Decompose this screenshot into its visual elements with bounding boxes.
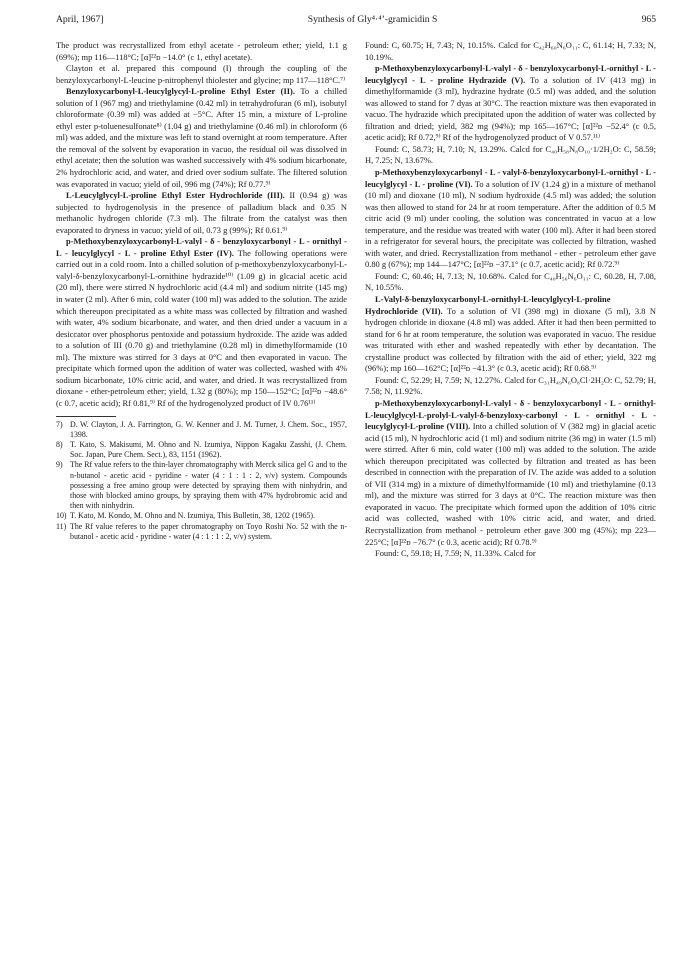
paragraph [56, 40, 347, 63]
left-column [56, 40, 347, 560]
paragraph [365, 294, 656, 375]
footnote-text: The Rf value referes to the paper chromatography on Toyo Roshi No. 52 with the n-butanol - acetic acid - pyridine - water (4 : 1 : 1 : 2, v/v) system. [70, 521, 347, 541]
compound-heading: p-Methoxybenzyloxycarbonyl - L - valyl-δ-benzyloxycarbonyl-L-ornithyl - L - leucylglycyl - L - proline (VI). [365, 167, 656, 189]
paragraph-text: Found: C, 58.73; H, 7.10; N, 13.29%. Calcd for C₄₀H₅₈N₈O₁₀·1/2H₂O: C, 58.59; H, 7.25; N, 13.67%. [365, 143, 656, 166]
compound-heading: L-Leucylglycyl-L-proline Ethyl Ester Hydrochloride (III). [66, 190, 285, 201]
footnote-text: D. W. Clayton, J. A. Farrington, G. W. Kenner and J. M. Turner, J. Chem. Soc., 1957, 1398. [70, 419, 347, 439]
paragraph-text: To a solution of IV (413 mg) in dimethylformamide (3 ml), hydrazine hydrate (0.5 ml) was added, and the solution was allowed to stand for 7 dyas at 30°C. The reaction mixture was then evaporated in vacuo. The hydrazide which precipitated upon the addition of water was collected by filtration and dried; yield, 382 mg (94%); mp 165—167°C; [α]²²ᴅ −52.4° (c 0.5, acetic acid); Rf 0.72,⁹⁾ Rf of the hydrogenolyzed product of V 0.57.¹¹⁾ [365, 74, 656, 143]
footnote [56, 460, 347, 511]
paragraph [365, 398, 656, 548]
paragraph-text: To a solution of IV (1.24 g) in a mixture of methanol (10 ml) and dioxane (10 ml), N sodium hydroxide (4.5 ml) was added; the solution was then allowed to stand for 24 hr at room temperature. After the addition of 0.5 M citric acid (9 ml) under cooling, the solution was concentrated in vacuo at a low temperature, and the residue was treated with water (100 ml). After it had been stored in a refrigerator for several hours, the precipitate was collected by filtration, washed with water, and dried. Recrystallization from methanol - ether - petroleum ether gave 0.80 g (67%); mp 144—147°C; [α]²²ᴅ −37.1° (c 0.7, acetic acid); Rf 0.72.⁹⁾ [365, 178, 656, 270]
footnote [56, 420, 347, 440]
paragraph-text: The following operations were carried out in a cold room. Into a chilled solution of p-methoxybenzyloxycarbonyl-L-valyl-δ-benzyloxycarbonyl-L-ornithine hydrazide¹⁰⁾ (1.09 g) in glcacial acetic acid (20 ml), there were stirred N hydrochloric acid (4.4 ml) and sodium nitrite (145 mg) in water (2 ml). After 6 min, cold water (100 ml) was added to the solution. The azide which thereupon precipitated as a white mass was collected by filtration and washed with water, 4% sodium bicarbonate, and water, and then dried under a vacuum in a desiccator over phosphorus pentoxide and potassium hydroxide. The azide was added to a solution of III (0.70 g) and triethylamine (0.28 ml) in dimethylformamide (10 ml). The mixture was stirred for 3 days at 0°C and then evaporated in vacuo. The precipitate which formed upon the addition of water was collected, washed with 4% sodium bicarbonate, 10% citric acid, and water, and dried. It was recrystallized from dioxane - ether-petroleum ether; yield, 1.32 g (80%); mp 150—152°C; [α]²²ᴅ −48.6° (c 0.7, acetic acid); Rf 0.81,⁹⁾ Rf of the hydrogenolyzed product of IV 0.76¹¹⁾ [56, 247, 347, 408]
paragraph [56, 236, 347, 409]
paragraph [365, 63, 656, 144]
footnote [56, 440, 347, 460]
footnote-number: 10) [56, 511, 67, 521]
paragraph-text: Into a chilled solution of V (382 mg) in glacial acetic acid (15 ml), N hydrochloric acid (1 ml) and sodium nitrite (36 mg) in water (1.5 ml) were stirred. After 6 min, cold water (100 ml) was added to the solution. The azide which thereupon precipitated was collected by filtration and treated as has been described in connection with the preparation of IV. The azide was added to a solution of VII (314 mg) in a mixture of dimethylformamide (10 ml) and triethylamine (0.13 ml), and the mixture was stirred for 3 days at 0°C. The reaction mixture was then evaporated in vacuo. The precipitate which formed upon the addition of 10% citric acid was collected, washed with 10% citric acid, and water, and dried. Recrystallization from methanol - petroleum ether gave 300 mg (45%); mp 223—225°C; [α]²²ᴅ −76.7° (c 0.3, acetic acid); Rf 0.78.⁹⁾ [365, 421, 656, 547]
header-title: Synthesis of Gly⁴·⁴’-gramicidin S [307, 14, 438, 25]
left-paragraphs [56, 40, 347, 410]
paragraph-text: To a solution of VI (398 mg) in dioxane (5 ml), 3.8 N hydrogen chloride in dioxane (4.8 ml) was added. After it had then been permitted to stand for 6 hr at room temperature, the solution was evaporated in vacuo. The residue was triturated with ether and washed repeatedly with ether by decantation. The crystalline product was collected by filtration with the aid of ether; yield, 322 mg (96%); mp 160—162°C; [α]²²ᴅ −41.3° (c 0.3, acetic acid); Rf 0.68.⁹⁾ [365, 305, 657, 374]
right-paragraphs [365, 40, 656, 560]
paragraph-text: II (0.94 g) was subjected to hydrogenolysis in the presence of palladium black and 0.35 N methanolic hydrogen chloride (7.3 ml). The filtrate from the catalyst was then evaporated to dryness in vacuo; yield of oil, 0.73 g (99%); Rf 0.61.⁹⁾ [56, 190, 347, 235]
paragraph-text: To a chilled solution of I (967 mg) and triethylamine (0.42 ml) in tetrahydrofuran (6 ml), isobutyl chloroformate (0.39 ml) was added at −5°C. After 15 min, a mixture of L-proline ethyl ester p-toluenesulfonate⁸⁾ (1.04 g) and triethylamine (0.46 ml) in chloroform (6 ml) was added, and the mixture was left to stand overnight at room temperature. After the removal of the solvent by evaporation in vacuo, the residual oil was dissolved in ethyl acetate; then the solution was washed successively with 4% sodium bicarbonate, 2% hydrochloric acid, and water, and dried over sodium sulfate. The filtered solution was evaporated in vacuo; yield of oil, 996 mg (74%); Rf 0.77.⁹⁾ [56, 86, 348, 189]
paragraph-text: Clayton et al. prepared this compound (I) through the coupling of the benzyloxycarbonyl-L-leucine p-nitrophenyl thiolester and glycine; mp 117—118°C.⁷⁾ [56, 63, 347, 85]
page-number: 965 [641, 14, 656, 25]
footnote-number: 9) [56, 460, 63, 470]
header-date: April, 1967] [56, 14, 104, 25]
compound-heading: L-Valyl-δ-benzyloxycarbonyl-L-ornithyl-L-leucylglycyl-L-proline Hydrochloride (VII). [365, 294, 611, 316]
footnote-number: 11) [56, 521, 67, 531]
footnote-rule [56, 416, 116, 417]
paragraph [365, 271, 656, 294]
paragraph [56, 190, 347, 236]
paragraph [365, 144, 656, 167]
compound-heading: p-Methoxybenzyloxycarbonyl-L-valyl - δ - benzyloxycarbonyl-L-ornithyl - L - leucylglycyl - L - proline Hydrazide (V). [365, 63, 656, 85]
right-column [365, 40, 656, 560]
paragraph [365, 40, 656, 63]
paragraph-text: The product was recrystallized from ethyl acetate - petroleum ether; yield, 1.1 g (69%); mp 116—118°C; [α]²²ᴅ −14.0° (c 1, ethyl acetate). [56, 40, 347, 62]
paragraph-text: Found: C, 52.29; H, 7.59; N, 12.27%. Calcd for C₃₁H₄₉N₆O₈Cl·2H₂O: C, 52.79; H, 7.58; N, 11.92%. [365, 374, 656, 397]
running-header [56, 14, 656, 40]
paragraph [365, 548, 656, 560]
compound-heading: Benzyloxycarbonyl-L-leucylglycyl-L-proline Ethyl Ester (II). [66, 86, 295, 97]
footnote-number: 7) [56, 419, 63, 429]
footnote-number: 8) [56, 439, 63, 449]
paragraph-text: Found: C, 60.75; H, 7.43; N, 10.15%. Calcd for C₄₂H₆₀N₆O₁₁: C, 61.14; H, 7.33; N, 10.19%. [365, 40, 656, 62]
footnote-text: T. Kato, S. Makisumi, M. Ohno and N. Izumiya, Nippon Kagaku Zasshi, (J. Chem. Soc. Japan, Pure Chem. Sect.), 83, 1151 (1962). [70, 439, 347, 460]
paragraph [56, 63, 347, 86]
paragraph-text: Found: C, 59.18; H, 7.59; N, 11.33%. Calcd for [375, 548, 536, 559]
paragraph [365, 375, 656, 398]
compound-heading: p-Methoxybenzyloxycarbonyl-L-valyl - δ - benzyloxycarbonyl - L - ornithyl-L-leucylglycyl-L-prolyl-L-valyl-δ-benzyloxy-carbonyl - L - ornithyl - L - leucylglycyl-L-proline (VIII). [365, 397, 656, 432]
footnotes [56, 420, 347, 542]
compound-heading: p-Methoxybenzyloxycarbonyl-L-valyl - δ - benzyloxycarbonyl - L - ornithyl - L - leucylglycyl - L - proline Ethyl Ester (IV). [56, 236, 347, 258]
footnote [56, 522, 347, 542]
paragraph [365, 167, 656, 271]
footnote-text: The Rf value refers to the thin-layer chromatography with Merck silica gel G and to the n-butanol - acetic acid - pyridine - water (4 : 1 : 1 : 2, v/v) system. Compounds possessing a free amino group were detected by spraying them with ninhydrin, and those with blocked amino groups, by spraying them with 47% hydrobromic acid and then with ninhydrin. [70, 460, 347, 511]
footnote [56, 511, 347, 521]
paragraph [56, 86, 347, 190]
paragraph-text: Found: C, 60.46; H, 7.13; N, 10.68%. Calcd for C₄₀H₅₆N₆O₁₁: C, 60.28, H, 7.08, N, 10.55%. [365, 270, 656, 293]
footnote-text: T. Kato, M. Kondo, M. Ohno and N. Izumiya, This Bulletin, 38, 1202 (1965). [70, 511, 315, 521]
two-column-body [56, 40, 656, 560]
